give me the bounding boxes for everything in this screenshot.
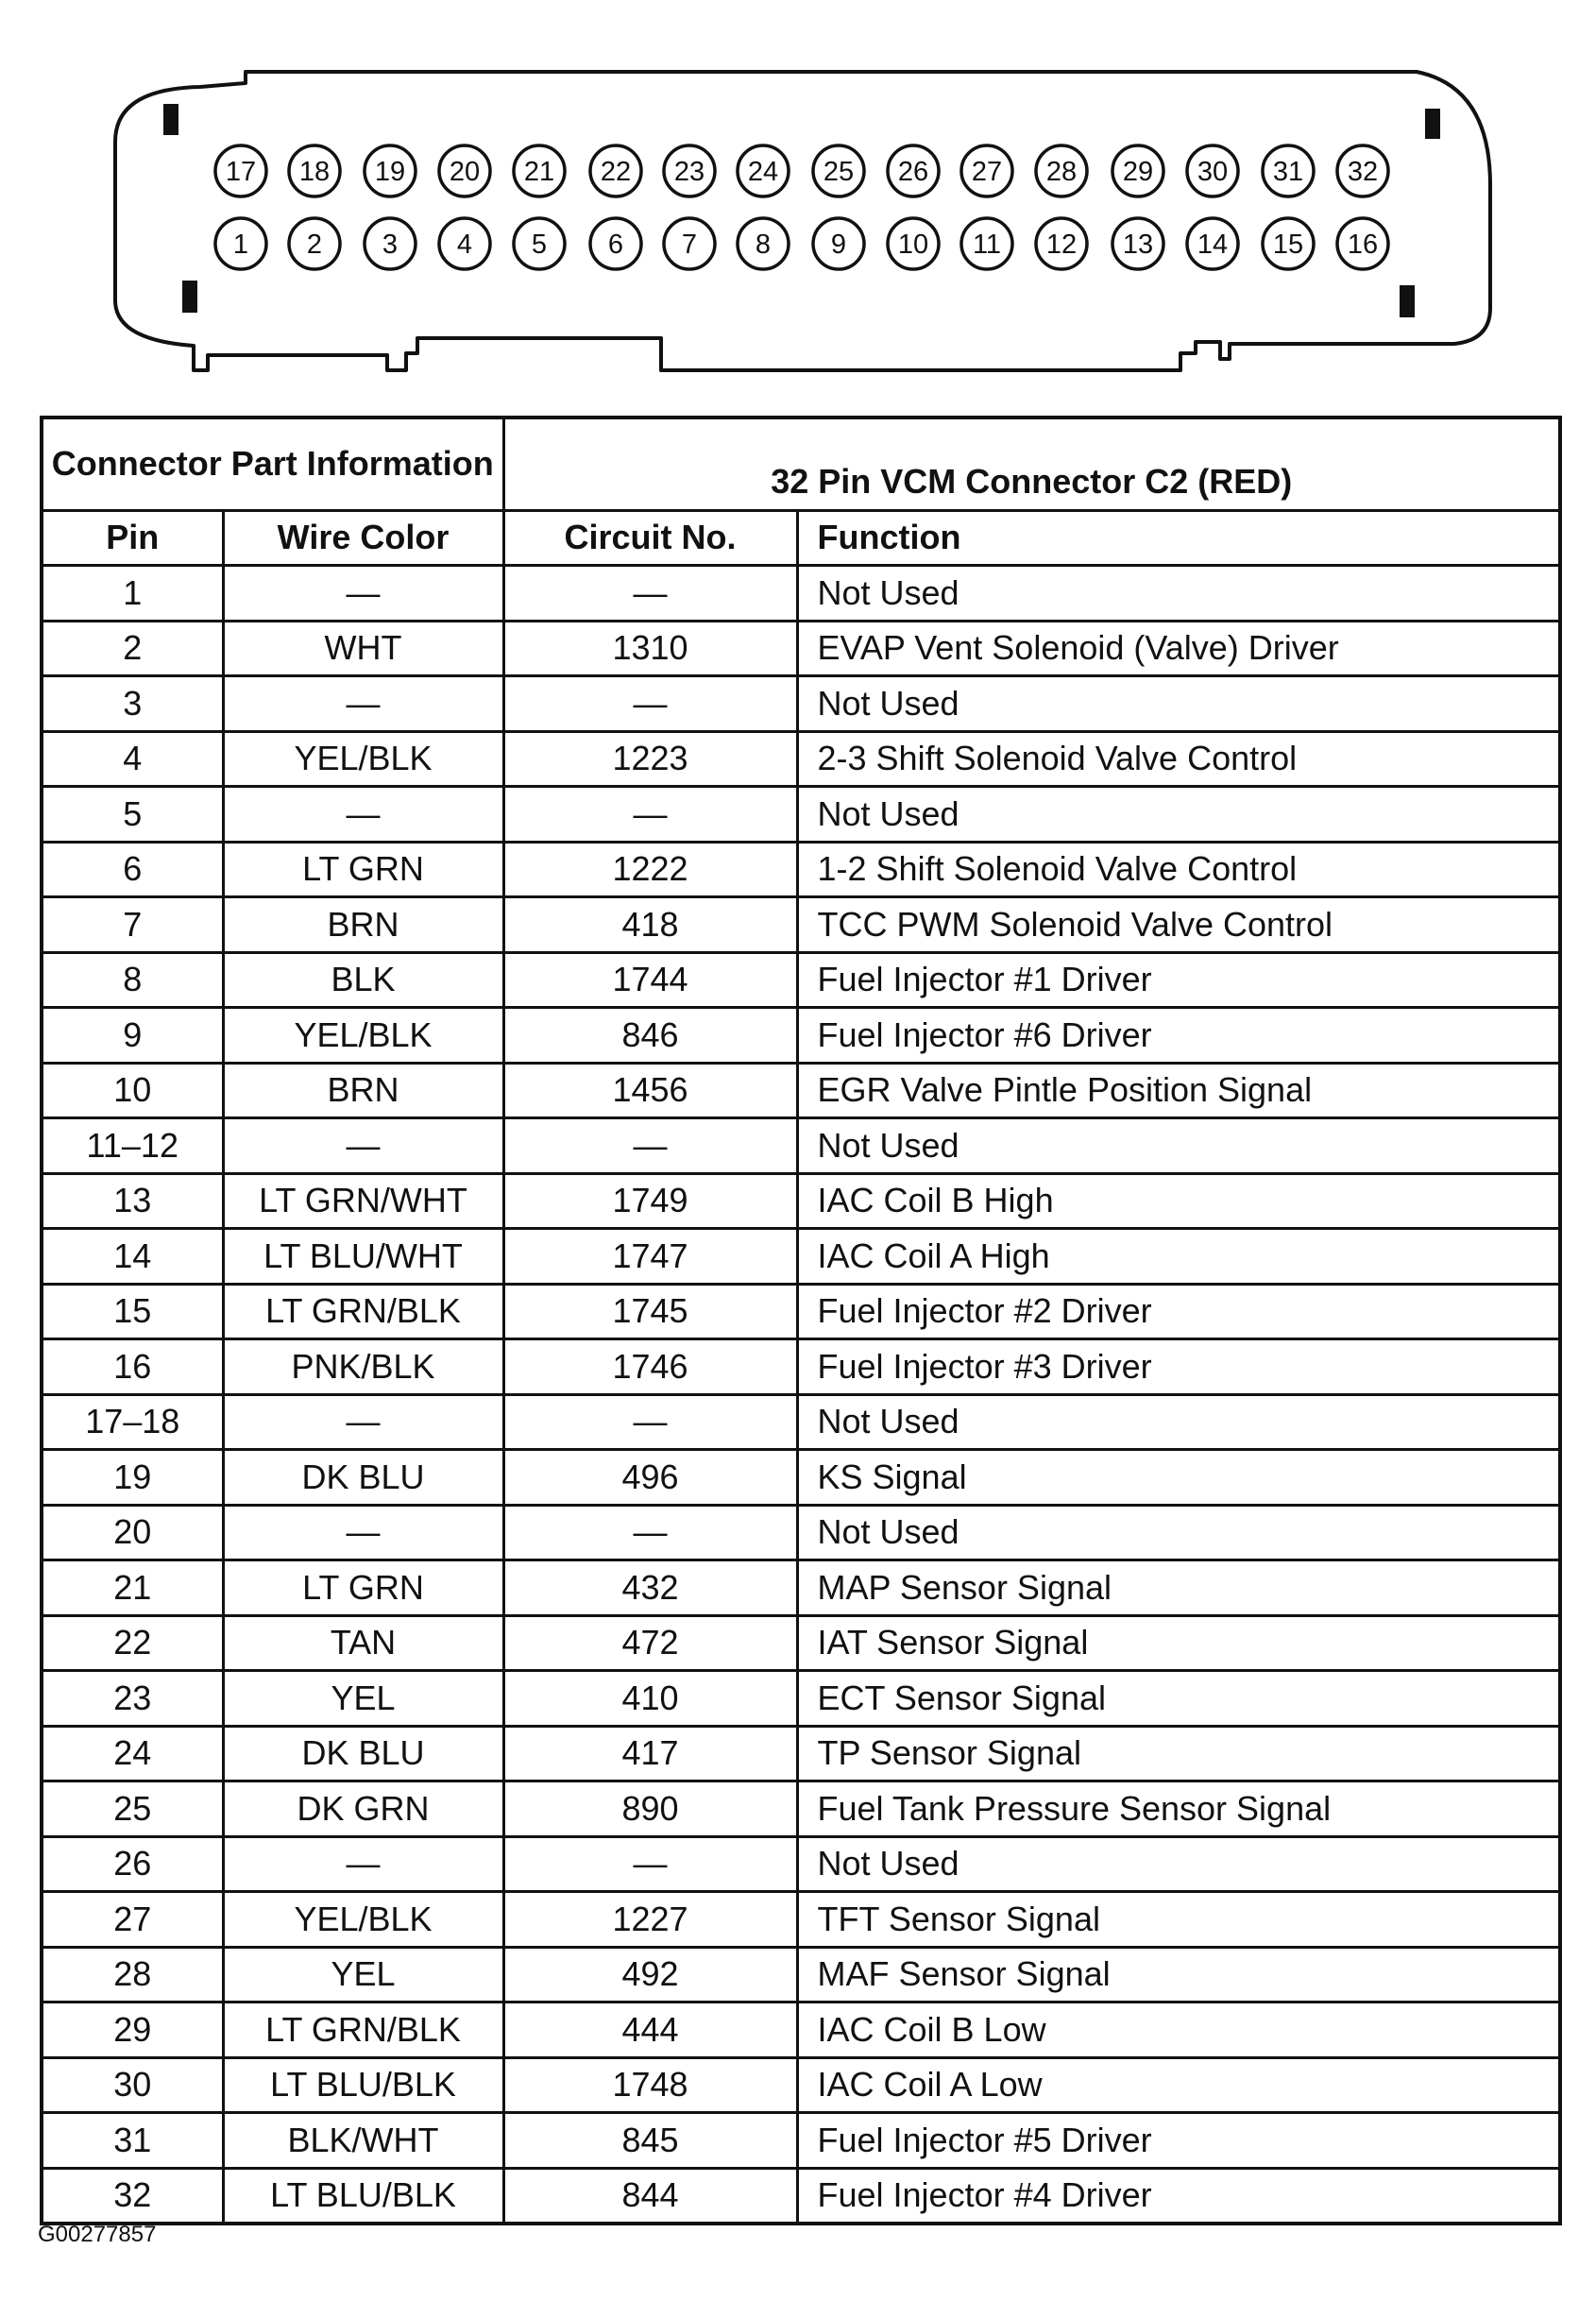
wire-color-cell: LT BLU/BLK bbox=[223, 2057, 503, 2113]
circuit-no-cell: 844 bbox=[503, 2168, 797, 2224]
table-row bbox=[42, 1671, 1560, 1727]
pin-cell: 13 bbox=[42, 1173, 223, 1229]
pin-cell: 20 bbox=[42, 1505, 223, 1560]
wire-color-cell: DK BLU bbox=[223, 1726, 503, 1781]
pin-cell: 19 bbox=[42, 1450, 223, 1506]
function-cell: IAC Coil B High bbox=[797, 1173, 1560, 1229]
connector-pin-label: 12 bbox=[1045, 230, 1078, 260]
column-header-circuit-no: Circuit No. bbox=[503, 510, 797, 566]
pin-cell: 32 bbox=[42, 2168, 223, 2224]
wire-color-cell: — bbox=[223, 787, 503, 843]
function-cell: Fuel Injector #6 Driver bbox=[797, 1008, 1560, 1064]
function-cell: Not Used bbox=[797, 566, 1560, 622]
connector-pin-label: 18 bbox=[298, 157, 331, 187]
table-row bbox=[42, 1063, 1560, 1118]
circuit-no-cell: — bbox=[503, 566, 797, 622]
circuit-no-cell: 845 bbox=[503, 2113, 797, 2169]
pin-cell: 3 bbox=[42, 676, 223, 732]
wire-color-cell: YEL/BLK bbox=[223, 731, 503, 787]
table-row bbox=[42, 1781, 1560, 1837]
circuit-no-cell: 472 bbox=[503, 1615, 797, 1671]
circuit-no-cell: 432 bbox=[503, 1560, 797, 1616]
connector-diagram bbox=[0, 0, 1596, 397]
table-row bbox=[42, 1505, 1560, 1560]
figure-id: G00277857 bbox=[38, 2222, 157, 2247]
circuit-no-cell: 1745 bbox=[503, 1284, 797, 1339]
table-row bbox=[42, 1229, 1560, 1285]
pin-cell: 21 bbox=[42, 1560, 223, 1616]
polarization-key-bottom-right bbox=[1400, 285, 1415, 317]
table-row bbox=[42, 897, 1560, 953]
circuit-no-cell: 1744 bbox=[503, 952, 797, 1008]
pin-cell: 4 bbox=[42, 731, 223, 787]
column-header-pin: Pin bbox=[42, 510, 223, 566]
wire-color-cell: LT GRN bbox=[223, 1560, 503, 1616]
circuit-no-cell: 1310 bbox=[503, 621, 797, 676]
table-row bbox=[42, 1615, 1560, 1671]
pin-cell: 27 bbox=[42, 1892, 223, 1948]
pin-cell: 16 bbox=[42, 1339, 223, 1395]
table-row bbox=[42, 2057, 1560, 2113]
connector-pin-label: 8 bbox=[755, 230, 772, 260]
function-cell: Fuel Injector #1 Driver bbox=[797, 952, 1560, 1008]
table-row bbox=[42, 1394, 1560, 1450]
table-row bbox=[42, 1560, 1560, 1616]
circuit-no-cell: — bbox=[503, 1505, 797, 1560]
connector-pin-label: 2 bbox=[306, 230, 323, 260]
wire-color-cell: — bbox=[223, 566, 503, 622]
connector-pin-label: 5 bbox=[531, 230, 548, 260]
pin-cell: 5 bbox=[42, 787, 223, 843]
circuit-no-cell: 1222 bbox=[503, 842, 797, 897]
connector-pin-label: 15 bbox=[1272, 230, 1304, 260]
function-cell: Not Used bbox=[797, 1836, 1560, 1892]
wire-color-cell: LT GRN bbox=[223, 842, 503, 897]
circuit-no-cell: 417 bbox=[503, 1726, 797, 1781]
pin-cell: 14 bbox=[42, 1229, 223, 1285]
connector-pin-label: 25 bbox=[823, 157, 855, 187]
function-cell: KS Signal bbox=[797, 1450, 1560, 1506]
circuit-no-cell: — bbox=[503, 787, 797, 843]
table-row bbox=[42, 1892, 1560, 1948]
connector-pin-label: 10 bbox=[897, 230, 929, 260]
pin-cell: 29 bbox=[42, 2003, 223, 2058]
pin-cell: 6 bbox=[42, 842, 223, 897]
connector-pin-label: 9 bbox=[830, 230, 847, 260]
table-row bbox=[42, 1726, 1560, 1781]
connector-pin-label: 16 bbox=[1347, 230, 1379, 260]
pin-cell: 7 bbox=[42, 897, 223, 953]
pinout-table bbox=[40, 416, 1562, 2225]
connector-pin-label: 14 bbox=[1197, 230, 1229, 260]
function-cell: Fuel Injector #3 Driver bbox=[797, 1339, 1560, 1395]
circuit-no-cell: 1223 bbox=[503, 731, 797, 787]
connector-pin-label: 22 bbox=[600, 157, 632, 187]
wire-color-cell: DK BLU bbox=[223, 1450, 503, 1506]
table-row bbox=[42, 1339, 1560, 1395]
wire-color-cell: YEL/BLK bbox=[223, 1008, 503, 1064]
connector-pin-label: 28 bbox=[1045, 157, 1078, 187]
wire-color-cell: — bbox=[223, 1505, 503, 1560]
function-cell: IAT Sensor Signal bbox=[797, 1615, 1560, 1671]
connector-pin-label: 1 bbox=[232, 230, 249, 260]
function-cell: Not Used bbox=[797, 1118, 1560, 1174]
function-cell: 1-2 Shift Solenoid Valve Control bbox=[797, 842, 1560, 897]
function-cell: MAF Sensor Signal bbox=[797, 1947, 1560, 2003]
circuit-no-cell: — bbox=[503, 1394, 797, 1450]
connector-pin-label: 24 bbox=[747, 157, 779, 187]
wire-color-cell: LT GRN/BLK bbox=[223, 2003, 503, 2058]
function-cell: Not Used bbox=[797, 1394, 1560, 1450]
wire-color-cell: LT GRN/WHT bbox=[223, 1173, 503, 1229]
connector-pin-label: 27 bbox=[971, 157, 1003, 187]
table-row bbox=[42, 1947, 1560, 2003]
table-row bbox=[42, 1118, 1560, 1174]
wire-color-cell: LT BLU/WHT bbox=[223, 1229, 503, 1285]
wire-color-cell: YEL bbox=[223, 1671, 503, 1727]
connector-pin-label: 31 bbox=[1272, 157, 1304, 187]
pin-cell: 8 bbox=[42, 952, 223, 1008]
connector-part-info-header: Connector Part Information bbox=[42, 418, 503, 510]
connector-pin-label: 26 bbox=[897, 157, 929, 187]
polarization-key-top-right bbox=[1425, 109, 1440, 139]
wire-color-cell: BLK/WHT bbox=[223, 2113, 503, 2169]
function-cell: MAP Sensor Signal bbox=[797, 1560, 1560, 1616]
function-cell: 2-3 Shift Solenoid Valve Control bbox=[797, 731, 1560, 787]
connector-pin-label: 17 bbox=[225, 157, 257, 187]
table-row bbox=[42, 621, 1560, 676]
function-cell: EVAP Vent Solenoid (Valve) Driver bbox=[797, 621, 1560, 676]
wire-color-cell: LT GRN/BLK bbox=[223, 1284, 503, 1339]
pin-cell: 28 bbox=[42, 1947, 223, 2003]
table-row bbox=[42, 787, 1560, 843]
function-cell: Not Used bbox=[797, 1505, 1560, 1560]
connector-pin-label: 20 bbox=[449, 157, 481, 187]
column-header-function: Function bbox=[797, 510, 1560, 566]
circuit-no-cell: 1747 bbox=[503, 1229, 797, 1285]
pin-cell: 2 bbox=[42, 621, 223, 676]
table-row bbox=[42, 952, 1560, 1008]
function-cell: TFT Sensor Signal bbox=[797, 1892, 1560, 1948]
pin-cell: 24 bbox=[42, 1726, 223, 1781]
pin-cell: 23 bbox=[42, 1671, 223, 1727]
table-row bbox=[42, 2003, 1560, 2058]
function-cell: IAC Coil A Low bbox=[797, 2057, 1560, 2113]
polarization-key-bottom-left bbox=[182, 281, 197, 313]
circuit-no-cell: — bbox=[503, 1118, 797, 1174]
function-cell: Fuel Injector #2 Driver bbox=[797, 1284, 1560, 1339]
circuit-no-cell: 410 bbox=[503, 1671, 797, 1727]
table-row bbox=[42, 1008, 1560, 1064]
circuit-no-cell: — bbox=[503, 676, 797, 732]
pin-cell: 31 bbox=[42, 2113, 223, 2169]
table-row bbox=[42, 1284, 1560, 1339]
connector-pin-label: 11 bbox=[972, 230, 1002, 260]
connector-pin-label: 4 bbox=[456, 230, 473, 260]
pin-cell: 22 bbox=[42, 1615, 223, 1671]
pin-cell: 10 bbox=[42, 1063, 223, 1118]
pin-cell: 25 bbox=[42, 1781, 223, 1837]
wire-color-cell: — bbox=[223, 1836, 503, 1892]
wire-color-cell: DK GRN bbox=[223, 1781, 503, 1837]
connector-pin-label: 21 bbox=[523, 157, 555, 187]
function-cell: TP Sensor Signal bbox=[797, 1726, 1560, 1781]
table-row bbox=[42, 566, 1560, 622]
connector-pin-label: 23 bbox=[673, 157, 705, 187]
circuit-no-cell: 444 bbox=[503, 2003, 797, 2058]
pin-cell: 1 bbox=[42, 566, 223, 622]
function-cell: Fuel Tank Pressure Sensor Signal bbox=[797, 1781, 1560, 1837]
wire-color-cell: PNK/BLK bbox=[223, 1339, 503, 1395]
pin-cell: 26 bbox=[42, 1836, 223, 1892]
pin-cell: 9 bbox=[42, 1008, 223, 1064]
circuit-no-cell: 1456 bbox=[503, 1063, 797, 1118]
function-cell: IAC Coil A High bbox=[797, 1229, 1560, 1285]
wire-color-cell: — bbox=[223, 676, 503, 732]
circuit-no-cell: — bbox=[503, 1836, 797, 1892]
wire-color-cell: LT BLU/BLK bbox=[223, 2168, 503, 2224]
circuit-no-cell: 496 bbox=[503, 1450, 797, 1506]
table-row bbox=[42, 1173, 1560, 1229]
table-row bbox=[42, 2113, 1560, 2169]
pin-cell: 15 bbox=[42, 1284, 223, 1339]
connector-pin-label: 7 bbox=[681, 230, 698, 260]
function-cell: Not Used bbox=[797, 787, 1560, 843]
column-header-wire-color: Wire Color bbox=[223, 510, 503, 566]
wire-color-cell: YEL bbox=[223, 1947, 503, 2003]
function-cell: Not Used bbox=[797, 676, 1560, 732]
function-cell: Fuel Injector #4 Driver bbox=[797, 2168, 1560, 2224]
polarization-key-top-left bbox=[163, 104, 178, 135]
table-row bbox=[42, 1836, 1560, 1892]
wire-color-cell: BLK bbox=[223, 952, 503, 1008]
circuit-no-cell: 418 bbox=[503, 897, 797, 953]
wire-color-cell: — bbox=[223, 1394, 503, 1450]
table-row bbox=[42, 731, 1560, 787]
connector-pin-label: 6 bbox=[607, 230, 624, 260]
connector-pin-label: 32 bbox=[1347, 157, 1379, 187]
table-row bbox=[42, 2168, 1560, 2224]
function-cell: Fuel Injector #5 Driver bbox=[797, 2113, 1560, 2169]
wire-color-cell: BRN bbox=[223, 897, 503, 953]
circuit-no-cell: 1749 bbox=[503, 1173, 797, 1229]
circuit-no-cell: 492 bbox=[503, 1947, 797, 2003]
function-cell: TCC PWM Solenoid Valve Control bbox=[797, 897, 1560, 953]
table-row bbox=[42, 842, 1560, 897]
connector-pin-label: 29 bbox=[1122, 157, 1154, 187]
wire-color-cell: — bbox=[223, 1118, 503, 1174]
connector-pin-label: 19 bbox=[374, 157, 406, 187]
wire-color-cell: TAN bbox=[223, 1615, 503, 1671]
circuit-no-cell: 1746 bbox=[503, 1339, 797, 1395]
pin-cell: 17–18 bbox=[42, 1394, 223, 1450]
wire-color-cell: WHT bbox=[223, 621, 503, 676]
table-row bbox=[42, 1450, 1560, 1506]
pin-cell: 11–12 bbox=[42, 1118, 223, 1174]
wire-color-cell: BRN bbox=[223, 1063, 503, 1118]
circuit-no-cell: 890 bbox=[503, 1781, 797, 1837]
function-cell: EGR Valve Pintle Position Signal bbox=[797, 1063, 1560, 1118]
circuit-no-cell: 846 bbox=[503, 1008, 797, 1064]
connector-pin-label: 30 bbox=[1197, 157, 1229, 187]
connector-pin-label: 3 bbox=[382, 230, 399, 260]
table-title: 32 Pin VCM Connector C2 (RED) bbox=[503, 418, 1560, 510]
connector-pin-label: 13 bbox=[1122, 230, 1154, 260]
function-cell: ECT Sensor Signal bbox=[797, 1671, 1560, 1727]
function-cell: IAC Coil B Low bbox=[797, 2003, 1560, 2058]
circuit-no-cell: 1227 bbox=[503, 1892, 797, 1948]
pin-cell: 30 bbox=[42, 2057, 223, 2113]
circuit-no-cell: 1748 bbox=[503, 2057, 797, 2113]
table-row bbox=[42, 676, 1560, 732]
wire-color-cell: YEL/BLK bbox=[223, 1892, 503, 1948]
